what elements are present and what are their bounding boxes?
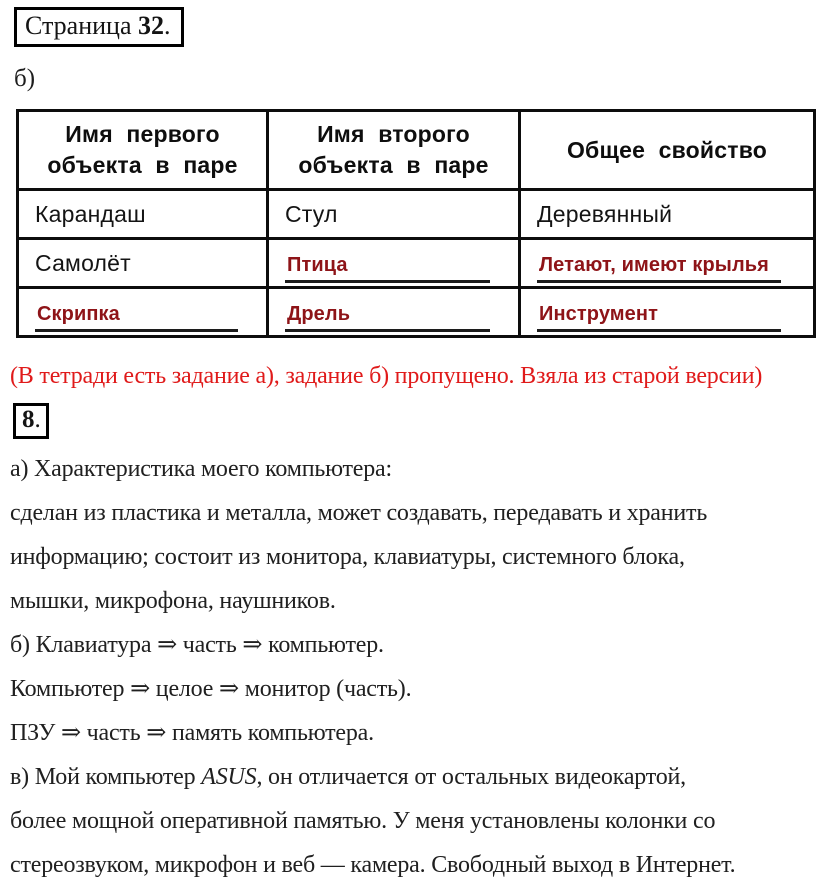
table-header-row [18, 111, 815, 190]
answer-blank-line [35, 299, 238, 332]
answer-blank-line [537, 299, 781, 332]
page-number-box [14, 7, 184, 47]
cell-value: Деревянный [537, 200, 673, 227]
answer-b-line-1: б) Клавиатура ⇒ часть ⇒ компьютер. [10, 632, 384, 658]
cell-value: Карандаш [35, 200, 146, 227]
section-b-label: б) [14, 65, 36, 92]
page-number-period: . [164, 11, 171, 40]
answer-a-line-1: а) Характеристика моего компьютера: [10, 456, 392, 482]
answer-b-line-3: ПЗУ ⇒ часть ⇒ память компьютера. [10, 720, 374, 746]
answer-v-line-3: стереозвуком, микрофон и веб — камера. Свободный выход в Интернет. [10, 852, 736, 878]
cell-value: Самолёт [35, 249, 131, 276]
table-row [18, 288, 815, 337]
handwritten-answer: Инструмент [539, 303, 658, 325]
handwritten-answer: Птица [287, 254, 348, 276]
header-first-object: Имя первого объекта в паре [18, 111, 268, 190]
answer-v-line-2: более мощной оперативной памятью. У меня установлены колонки со [10, 808, 716, 834]
page-number: 32 [138, 11, 165, 40]
cell-value: Стул [285, 200, 338, 227]
answer-v-prefix: в) Мой компьютер [10, 764, 202, 790]
table-row [18, 239, 815, 288]
answer-v-line-1 [10, 763, 829, 791]
page-label: Страница [25, 11, 132, 40]
handwritten-answer: Дрель [287, 303, 351, 325]
handwritten-answer: Летают, имеют крылья [539, 254, 769, 276]
answer-blank-line [285, 250, 490, 283]
answer-a-line-2: сделан из пластика и металла, может создавать, передавать и хранить [10, 500, 708, 526]
task-number-box [13, 403, 49, 439]
table-row [18, 190, 815, 239]
task-number: 8 [22, 406, 35, 433]
task-number-period: . [34, 406, 41, 433]
header-common-property: Общее свойство [520, 111, 815, 190]
answer-a-line-3: информацию; состоит из монитора, клавиатуры, системного блока, [10, 544, 685, 570]
answer-v-suffix: , он отличается от остальных видеокартой, [256, 764, 686, 790]
computer-brand: ASUS [201, 764, 257, 790]
answer-blank-line [537, 250, 781, 283]
answer-blank-line [285, 299, 490, 332]
object-pairs-table [16, 109, 816, 338]
header-second-object: Имя второго объекта в паре [268, 111, 520, 190]
handwritten-answer: Скрипка [37, 303, 120, 325]
answer-a-line-4: мышки, микрофона, наушников. [10, 588, 336, 614]
editor-note: (В тетради есть задание а), задание б) пропущено. Взяла из старой версии) [10, 363, 763, 389]
answer-b-line-2: Компьютер ⇒ целое ⇒ монитор (часть). [10, 676, 412, 702]
